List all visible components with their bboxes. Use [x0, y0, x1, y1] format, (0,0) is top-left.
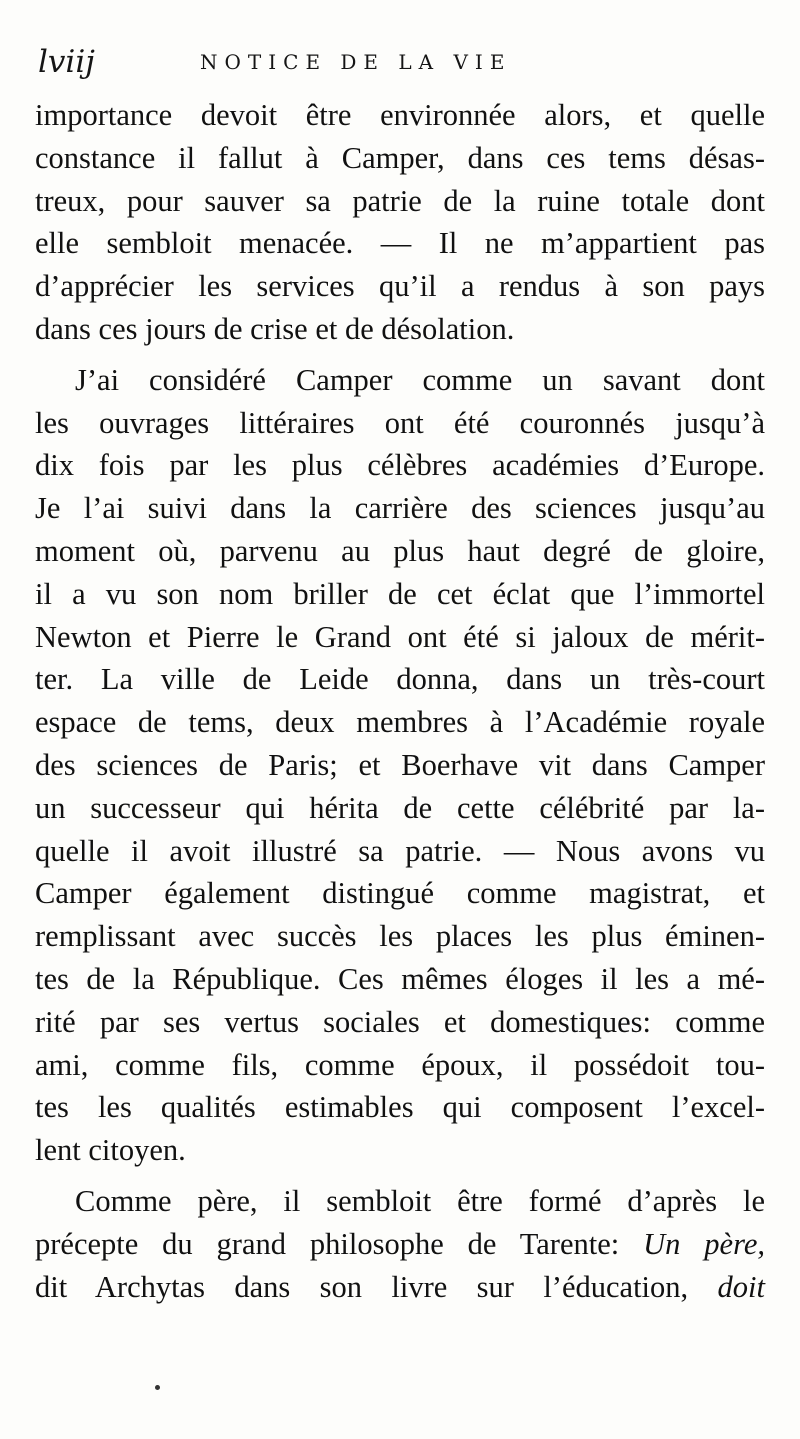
text-line: d’apprécier les services qu’il a rendus à son pays	[35, 269, 765, 304]
text-line: moment où, parvenu au plus haut degré de gloire,	[35, 533, 765, 568]
text-line: tes les qualités estimables qui composent l’excel-	[35, 1090, 765, 1125]
page-number: lviij	[38, 44, 95, 80]
italic-text: doit	[717, 1269, 765, 1304]
page-header	[38, 42, 768, 82]
text-line: des sciences de Paris; et Boerhave vit dans Camper	[35, 747, 765, 782]
text-line: quelle il avoit illustré sa patrie. — Nous avons vu	[35, 833, 765, 868]
text-span: précepte du grand philosophe de Tarente:	[35, 1226, 644, 1261]
paragraph-gap	[35, 1172, 765, 1180]
ink-speck	[155, 1385, 160, 1390]
text-line: treux, pour sauver sa patrie de la ruine totale dont	[35, 183, 765, 218]
text-line: espace de tems, deux membres à l’Académie royale	[35, 705, 765, 740]
text-line: J’ai considéré Camper comme un savant dont	[75, 362, 765, 397]
text-line	[35, 1223, 765, 1266]
running-head: NOTICE DE LA VIE	[200, 50, 512, 74]
text-line: lent citoyen.	[35, 1133, 186, 1168]
text-line: il a vu son nom briller de cet éclat que l’immortel	[35, 576, 765, 611]
text-line: Je l’ai suivi dans la carrière des sciences jusqu’au	[35, 491, 765, 526]
text-line: dans ces jours de crise et de désolation.	[35, 311, 515, 346]
body-text	[35, 94, 765, 1308]
text-line: Newton et Pierre le Grand ont été si jaloux de mérit-	[35, 619, 765, 654]
text-line: rité par ses vertus sociales et domestiques: comme	[35, 1004, 765, 1039]
text-line: les ouvrages littéraires ont été couronnés jusqu’à	[35, 405, 765, 440]
paragraph-1	[35, 94, 765, 351]
paragraph-3	[35, 1180, 765, 1308]
text-line: Camper également distingué comme magistrat, et	[35, 876, 765, 911]
text-line: ter. La ville de Leide donna, dans un très-court	[35, 662, 765, 697]
italic-text: Un père,	[643, 1226, 765, 1261]
text-line: importance devoit être environnée alors, et quelle	[35, 98, 765, 132]
text-line	[35, 1266, 765, 1309]
text-line: tes de la République. Ces mêmes éloges il les a mé-	[35, 961, 765, 996]
text-line: ami, comme fils, comme époux, il possédoit tou-	[35, 1047, 765, 1082]
paragraph-2	[35, 359, 765, 1172]
paragraph-gap	[35, 351, 765, 359]
text-line: Comme père, il sembloit être formé d’après le	[75, 1183, 765, 1218]
text-line: remplissant avec succès les places les plus éminen-	[35, 919, 765, 954]
text-line: elle sembloit menacée. — Il ne m’appartient pas	[35, 226, 765, 261]
text-line: un successeur qui hérita de cette célébrité par la-	[35, 790, 765, 825]
text-span: dit Archytas dans son livre sur l’éducation,	[35, 1269, 718, 1304]
text-line: constance il fallut à Camper, dans ces tems désas-	[35, 140, 765, 175]
text-line: dix fois par les plus célèbres académies d’Europe.	[35, 448, 765, 483]
